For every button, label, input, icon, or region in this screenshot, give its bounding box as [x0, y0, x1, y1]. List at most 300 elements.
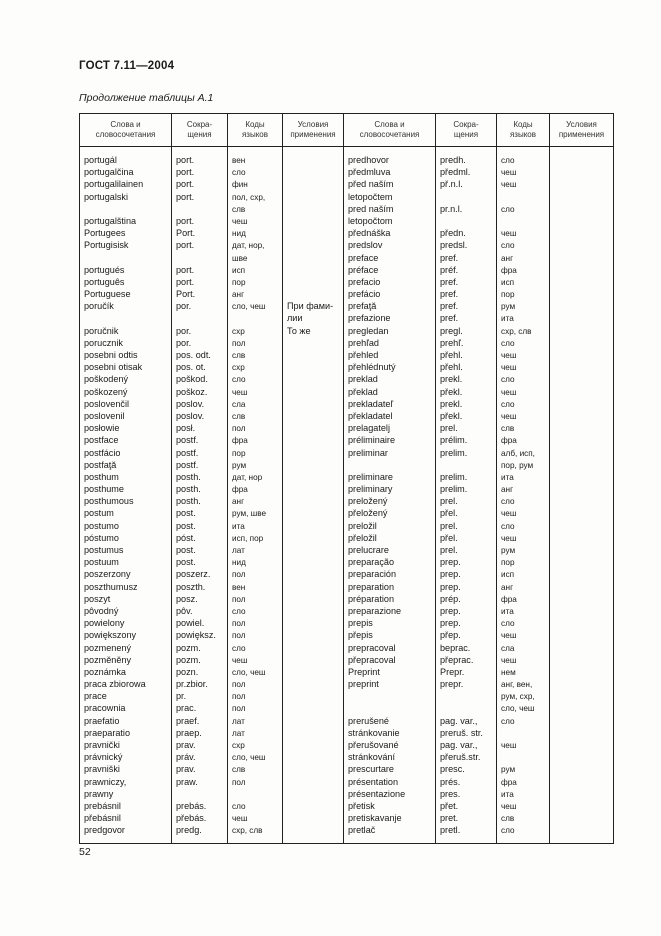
entry-language-codes: сло	[501, 619, 515, 629]
entry-language-codes: сло	[501, 241, 515, 251]
entry-language-codes: пол	[232, 570, 246, 580]
entry-word: prepis	[348, 618, 373, 629]
table-row	[80, 630, 345, 642]
entry-abbreviation: pret.	[440, 813, 459, 824]
entry-language-codes: анг, вен,	[501, 680, 533, 690]
table-row	[344, 240, 612, 252]
right-entries	[344, 155, 612, 838]
entry-language-codes: фра	[232, 485, 248, 495]
entry-language-codes: алб, исп,	[501, 448, 535, 458]
table-row	[80, 484, 345, 496]
entry-abbreviation: port.	[176, 240, 195, 251]
entry-abbreviation: praef.	[176, 715, 200, 726]
entry-language-codes: сло	[232, 375, 246, 385]
table-row	[344, 496, 612, 508]
table-row	[344, 167, 612, 179]
table-row	[80, 764, 345, 776]
entry-language-codes: сло, чеш	[501, 704, 535, 714]
entry-language-codes: анг	[232, 290, 245, 300]
entry-language-codes: ита	[501, 789, 514, 799]
entry-abbreviation: př.n.l.	[440, 179, 463, 190]
entry-language-codes: сло, чеш	[232, 302, 266, 312]
entry-word: posthume	[84, 484, 124, 495]
entry-abbreviation: prelim.	[440, 447, 468, 458]
entry-abbreviation: post.	[176, 545, 196, 555]
entry-abbreviation: pregl.	[440, 325, 463, 336]
entry-word: pregledan	[348, 325, 389, 336]
entry-language-codes: рум, схр,	[501, 692, 535, 702]
entry-language-codes: пол	[232, 680, 246, 690]
entry-language-codes: пор	[501, 290, 515, 300]
entry-language-codes: исп, пор	[232, 533, 264, 543]
entry-language-codes: сло	[501, 399, 515, 409]
entry-abbreviation: přel.	[440, 532, 458, 543]
table-row	[80, 594, 345, 606]
entry-word: posłowie	[84, 423, 120, 434]
entry-language-codes: сло	[501, 375, 515, 385]
table-row	[80, 716, 345, 728]
entry-abbreviation: pref.	[440, 252, 459, 263]
entry-word: predgovor	[84, 825, 125, 836]
entry-language-codes: схр, слв	[501, 326, 532, 336]
entry-language-codes: анг	[501, 253, 514, 263]
entry-language-codes: нид	[232, 229, 246, 239]
entry-language-codes: фра	[501, 594, 517, 604]
entry-language-codes: ита	[232, 521, 245, 531]
entry-language-codes: рум	[232, 460, 247, 470]
entry-word: poslovenil	[84, 410, 125, 421]
table-row	[344, 594, 612, 606]
table-row	[344, 253, 612, 265]
table-row	[80, 204, 345, 216]
entry-abbreviation: prep.	[440, 618, 461, 629]
entry-language-codes: чеш	[232, 216, 248, 226]
entry-language-codes: анг	[232, 497, 245, 507]
entry-language-codes: пор	[501, 558, 515, 568]
table-row	[80, 374, 345, 386]
entry-word: prekladateľ	[348, 398, 394, 409]
table-row	[344, 618, 612, 630]
table-row	[344, 813, 612, 825]
entry-abbreviation: posth.	[176, 484, 201, 495]
entry-word: poškodený	[84, 374, 128, 385]
entry-abbreviation: poslov.	[176, 398, 205, 409]
table-row	[344, 752, 612, 764]
entry-language-codes: пор, рум	[501, 460, 534, 470]
entry-word: portugalčina	[84, 167, 134, 178]
table-row	[80, 508, 345, 520]
entry-language-codes: рум, шве	[232, 509, 267, 519]
entry-word: preparação	[348, 557, 395, 568]
table-row	[344, 326, 612, 338]
column-header: Коды языков	[509, 120, 537, 139]
entry-word: poručík	[84, 301, 114, 312]
entry-abbreviation: přehl.	[440, 350, 463, 360]
entry-language-codes: чеш	[501, 387, 517, 397]
entry-word: letopočtom	[348, 215, 393, 226]
entry-language-codes: сло	[501, 521, 515, 531]
entry-word: prefacio	[348, 276, 381, 287]
entry-language-codes: фра	[501, 265, 517, 275]
entry-abbreviation: prep.	[440, 569, 461, 580]
table-row	[344, 606, 612, 618]
table-row	[344, 374, 612, 386]
entry-word: portugál	[84, 155, 117, 165]
table-row	[80, 655, 345, 667]
entry-abbreviation: prav.	[176, 764, 196, 775]
entry-word: préface	[348, 264, 379, 275]
table-row	[344, 521, 612, 533]
entry-word: přepis	[348, 630, 373, 641]
entry-abbreviation: poškod.	[176, 374, 208, 385]
entry-word: portugalski	[84, 191, 128, 202]
entry-word: prelagatelj	[348, 423, 390, 434]
entry-word: překladatel	[348, 410, 393, 421]
entry-abbreviation: prebás.	[176, 800, 207, 811]
entry-word: poszthumusz	[84, 581, 138, 592]
entry-abbreviation: prés.	[440, 776, 461, 787]
table-row	[344, 728, 612, 740]
entry-word: prehľad	[348, 337, 379, 348]
table-row	[80, 179, 345, 191]
table-row	[80, 728, 345, 740]
entry-word: prelucrare	[348, 545, 389, 555]
entry-abbreviation: pozn.	[176, 666, 199, 677]
entry-abbreviation: pref.	[440, 301, 459, 312]
entry-word: Portuguese	[84, 289, 131, 300]
entry-abbreviation: pôv.	[176, 605, 193, 616]
entry-word: prefácio	[348, 289, 381, 300]
entry-abbreviation: prel.	[440, 545, 458, 555]
table-row	[344, 545, 612, 557]
table-row	[344, 460, 612, 472]
entry-word: preložil	[348, 520, 377, 531]
entry-word: predslov	[348, 240, 383, 251]
entry-abbreviation: port.	[176, 276, 195, 287]
entry-word: přeložil	[348, 532, 377, 543]
entry-abbreviation: prép.	[440, 593, 461, 604]
entry-abbreviation: přebás.	[176, 813, 207, 824]
column-header: Условия применения	[290, 120, 336, 139]
table-row	[344, 472, 612, 484]
entry-language-codes: пол	[232, 777, 246, 787]
entry-word: prefazione	[348, 313, 391, 324]
entry-language-codes: слв	[501, 424, 515, 434]
table-row	[80, 277, 345, 289]
entry-word: prawny	[84, 788, 114, 799]
abbreviations-table	[79, 113, 614, 844]
entry-abbreviation: přeruš.str.	[440, 752, 481, 763]
entry-language-codes: схр	[232, 741, 245, 750]
entry-language-codes: чеш	[501, 180, 517, 190]
entry-conditions: лии	[287, 313, 303, 324]
entry-abbreviation: Port.	[176, 228, 196, 239]
entry-abbreviation: powiększ.	[176, 630, 216, 641]
entry-word: preparation	[348, 581, 395, 592]
entry-language-codes: сла	[501, 643, 515, 653]
table-row	[80, 411, 345, 423]
entry-language-codes: ита	[501, 314, 514, 324]
entry-abbreviation: postf.	[176, 447, 199, 458]
table-row	[344, 362, 612, 374]
entry-word: pracownia	[84, 703, 126, 714]
entry-word: powiększony	[84, 630, 137, 641]
entry-language-codes: чеш	[501, 655, 517, 665]
table-row	[80, 460, 345, 472]
table-row	[80, 387, 345, 399]
table-row	[80, 569, 345, 581]
entry-language-codes: слв	[232, 204, 246, 214]
table-row	[80, 667, 345, 679]
entry-language-codes: рум	[501, 765, 516, 775]
entry-language-codes: ита	[501, 606, 514, 616]
table-row	[344, 338, 612, 350]
entry-abbreviation: přehl.	[440, 362, 463, 373]
left-entries	[80, 155, 345, 838]
entry-word: predhovor	[348, 155, 389, 165]
entry-language-codes: схр	[232, 363, 245, 373]
entry-language-codes: дат, нор	[232, 472, 263, 482]
table-row	[80, 399, 345, 411]
entry-language-codes: фра	[501, 777, 517, 787]
entry-conditions: При фами-	[287, 301, 334, 312]
table-row	[80, 228, 345, 240]
table-row	[80, 777, 345, 789]
table-row	[80, 423, 345, 435]
entry-abbreviation: pag. var.,	[440, 740, 478, 750]
table-row	[344, 350, 612, 362]
entry-abbreviation: por.	[176, 325, 192, 336]
table-row	[344, 825, 612, 837]
table-row	[80, 825, 345, 837]
table-row	[80, 472, 345, 484]
entry-word: stránkovanie	[348, 727, 400, 738]
entry-word: pravniški	[84, 764, 120, 775]
entry-word: prerušené	[348, 715, 389, 726]
entry-abbreviation: pref.	[440, 313, 459, 324]
entry-word: přerušované	[348, 740, 399, 750]
entry-language-codes: пол	[232, 692, 246, 702]
entry-abbreviation: pag. var.,	[440, 715, 478, 726]
table-row	[344, 582, 612, 594]
entry-abbreviation: post.	[176, 520, 196, 531]
entry-word: překlad	[348, 386, 378, 397]
table-row	[80, 679, 345, 691]
table-row	[344, 289, 612, 301]
table-row	[344, 691, 612, 703]
entry-language-codes: пол	[232, 704, 246, 714]
entry-word: posthum	[84, 471, 119, 482]
entry-word: prawniczy,	[84, 776, 127, 787]
table-row	[344, 387, 612, 399]
entry-abbreviation: posz.	[176, 593, 198, 604]
table-row	[80, 289, 345, 301]
entry-word: preliminary	[348, 484, 393, 495]
table-row	[344, 716, 612, 728]
table-row	[80, 338, 345, 350]
entry-language-codes: фра	[232, 436, 248, 446]
entry-language-codes: чеш	[232, 655, 248, 665]
entry-abbreviation: port.	[176, 191, 195, 202]
entry-language-codes: нем	[501, 667, 516, 677]
entry-word: preložený	[348, 496, 388, 507]
entry-word: pozměněny	[84, 654, 132, 665]
entry-word: přepracoval	[348, 654, 396, 665]
table-row	[80, 789, 345, 801]
entry-abbreviation: pozm.	[176, 642, 201, 653]
entry-language-codes: чеш	[501, 411, 517, 421]
entry-word: pôvodný	[84, 605, 119, 616]
table-row	[80, 533, 345, 545]
entry-language-codes: дат, нор,	[232, 241, 265, 251]
page-number: 52	[79, 846, 91, 858]
entry-language-codes: исп	[501, 277, 515, 287]
entry-word: présentation	[348, 776, 399, 787]
entry-abbreviation: práv.	[176, 752, 196, 763]
entry-abbreviation: predsl.	[440, 240, 468, 251]
entry-word: prescurtare	[348, 764, 394, 775]
entry-language-codes: слв	[232, 411, 246, 421]
table-row	[80, 496, 345, 508]
entry-word: prefaţă	[348, 301, 377, 312]
entry-word: préliminaire	[348, 435, 396, 446]
entry-language-codes: чеш	[501, 801, 517, 811]
table-row	[344, 216, 612, 228]
table-row	[80, 691, 345, 703]
entry-abbreviation: Prepr.	[440, 666, 465, 677]
entry-word: právnický	[84, 752, 123, 763]
entry-language-codes: слв	[232, 351, 246, 360]
entry-abbreviation: prel.	[440, 496, 458, 507]
table-row	[344, 484, 612, 496]
entry-language-codes: исп	[501, 570, 515, 580]
document-title: ГОСТ 7.11—2004	[79, 60, 175, 72]
entry-word: letopočtem	[348, 191, 393, 202]
entry-language-codes: чеш	[501, 168, 517, 178]
entry-word: Portugisisk	[84, 240, 129, 251]
entry-abbreviation: post.	[176, 508, 196, 519]
entry-language-codes: сло	[232, 606, 246, 616]
entry-word: pretlač	[348, 825, 376, 836]
column-header: Коды языков	[241, 120, 269, 139]
table-row	[80, 253, 345, 265]
entry-word: prace	[84, 691, 107, 702]
entry-abbreviation: presc.	[440, 764, 465, 775]
entry-abbreviation: přeprac.	[440, 654, 474, 665]
entry-word: preklad	[348, 374, 378, 385]
table-row	[80, 265, 345, 277]
entry-abbreviation: Port.	[176, 289, 196, 300]
table-row	[80, 216, 345, 228]
entry-language-codes: сло	[501, 156, 515, 165]
table-row	[344, 679, 612, 691]
entry-abbreviation: prélim.	[440, 435, 468, 446]
entry-language-codes: сло	[501, 204, 515, 214]
table-row	[344, 399, 612, 411]
table-row	[344, 179, 612, 191]
entry-abbreviation: prepr.	[440, 679, 464, 690]
entry-language-codes: чеш	[501, 631, 517, 641]
entry-word: Portugees	[84, 228, 126, 239]
entry-word: poszerzony	[84, 569, 131, 580]
entry-abbreviation: prekl.	[440, 374, 463, 385]
entry-language-codes: чеш	[501, 509, 517, 519]
entry-language-codes: лат	[232, 716, 245, 726]
entry-word: préparation	[348, 593, 395, 604]
entry-word: praca zbiorowa	[84, 679, 146, 690]
entry-abbreviation: powiel.	[176, 618, 205, 629]
table-row	[344, 277, 612, 289]
entry-word: přehled	[348, 350, 379, 360]
entry-language-codes: анг	[501, 582, 514, 592]
table-row	[344, 801, 612, 813]
table-row	[80, 618, 345, 630]
entry-word: posebni otisak	[84, 362, 143, 373]
table-row	[344, 301, 612, 313]
entry-word: pretiskavanje	[348, 813, 402, 824]
entry-word: póstumo	[84, 532, 119, 543]
table-row	[344, 411, 612, 423]
table-row	[80, 813, 345, 825]
entry-language-codes: лат	[232, 728, 245, 738]
entry-language-codes: ита	[501, 472, 514, 482]
entry-abbreviation: preruš. str.	[440, 727, 483, 738]
table-row	[80, 521, 345, 533]
table-row	[80, 752, 345, 764]
entry-abbreviation: pos. ot.	[176, 362, 206, 373]
entry-abbreviation: port.	[176, 264, 195, 275]
entry-word: poškozený	[84, 386, 128, 397]
table-row	[344, 533, 612, 545]
table-row	[344, 764, 612, 776]
table-row	[80, 557, 345, 569]
table-row	[80, 801, 345, 813]
table-row	[344, 435, 612, 447]
column-header: Слова и словосочетания	[95, 120, 156, 139]
entry-language-codes: сло	[232, 643, 246, 653]
table-row	[80, 350, 345, 362]
table-row	[80, 545, 345, 557]
column-header: Слова и словосочетания	[359, 120, 420, 139]
entry-word: preface	[348, 252, 379, 263]
table-row	[80, 740, 345, 752]
entry-language-codes: сло	[501, 338, 515, 348]
entry-language-codes: анг	[501, 485, 514, 495]
entry-abbreviation: přep.	[440, 630, 461, 641]
entry-abbreviation: pref.	[440, 276, 459, 287]
entry-language-codes: чеш	[232, 387, 248, 397]
column-header: Сокра- щения	[453, 120, 479, 139]
entry-language-codes: лат	[232, 546, 245, 555]
entry-language-codes: слв	[501, 814, 515, 824]
table-row	[344, 643, 612, 655]
entry-word: portugalilainen	[84, 179, 144, 190]
entry-language-codes: слв	[232, 765, 246, 775]
entry-abbreviation: póst.	[176, 532, 196, 543]
entry-abbreviation: posth.	[176, 496, 201, 507]
entry-abbreviation: poszerz.	[176, 569, 211, 580]
entry-word: postum	[84, 508, 114, 519]
table-row	[80, 582, 345, 594]
entry-word: prebásnil	[84, 800, 121, 811]
entry-abbreviation: prep.	[440, 557, 461, 568]
entry-language-codes: фин	[232, 180, 248, 190]
entry-word: poručnik	[84, 325, 119, 336]
entry-abbreviation: beprac.	[440, 642, 471, 653]
table-row	[80, 435, 345, 447]
entry-abbreviation: préf.	[440, 264, 459, 275]
entry-word: portugués	[84, 264, 125, 275]
